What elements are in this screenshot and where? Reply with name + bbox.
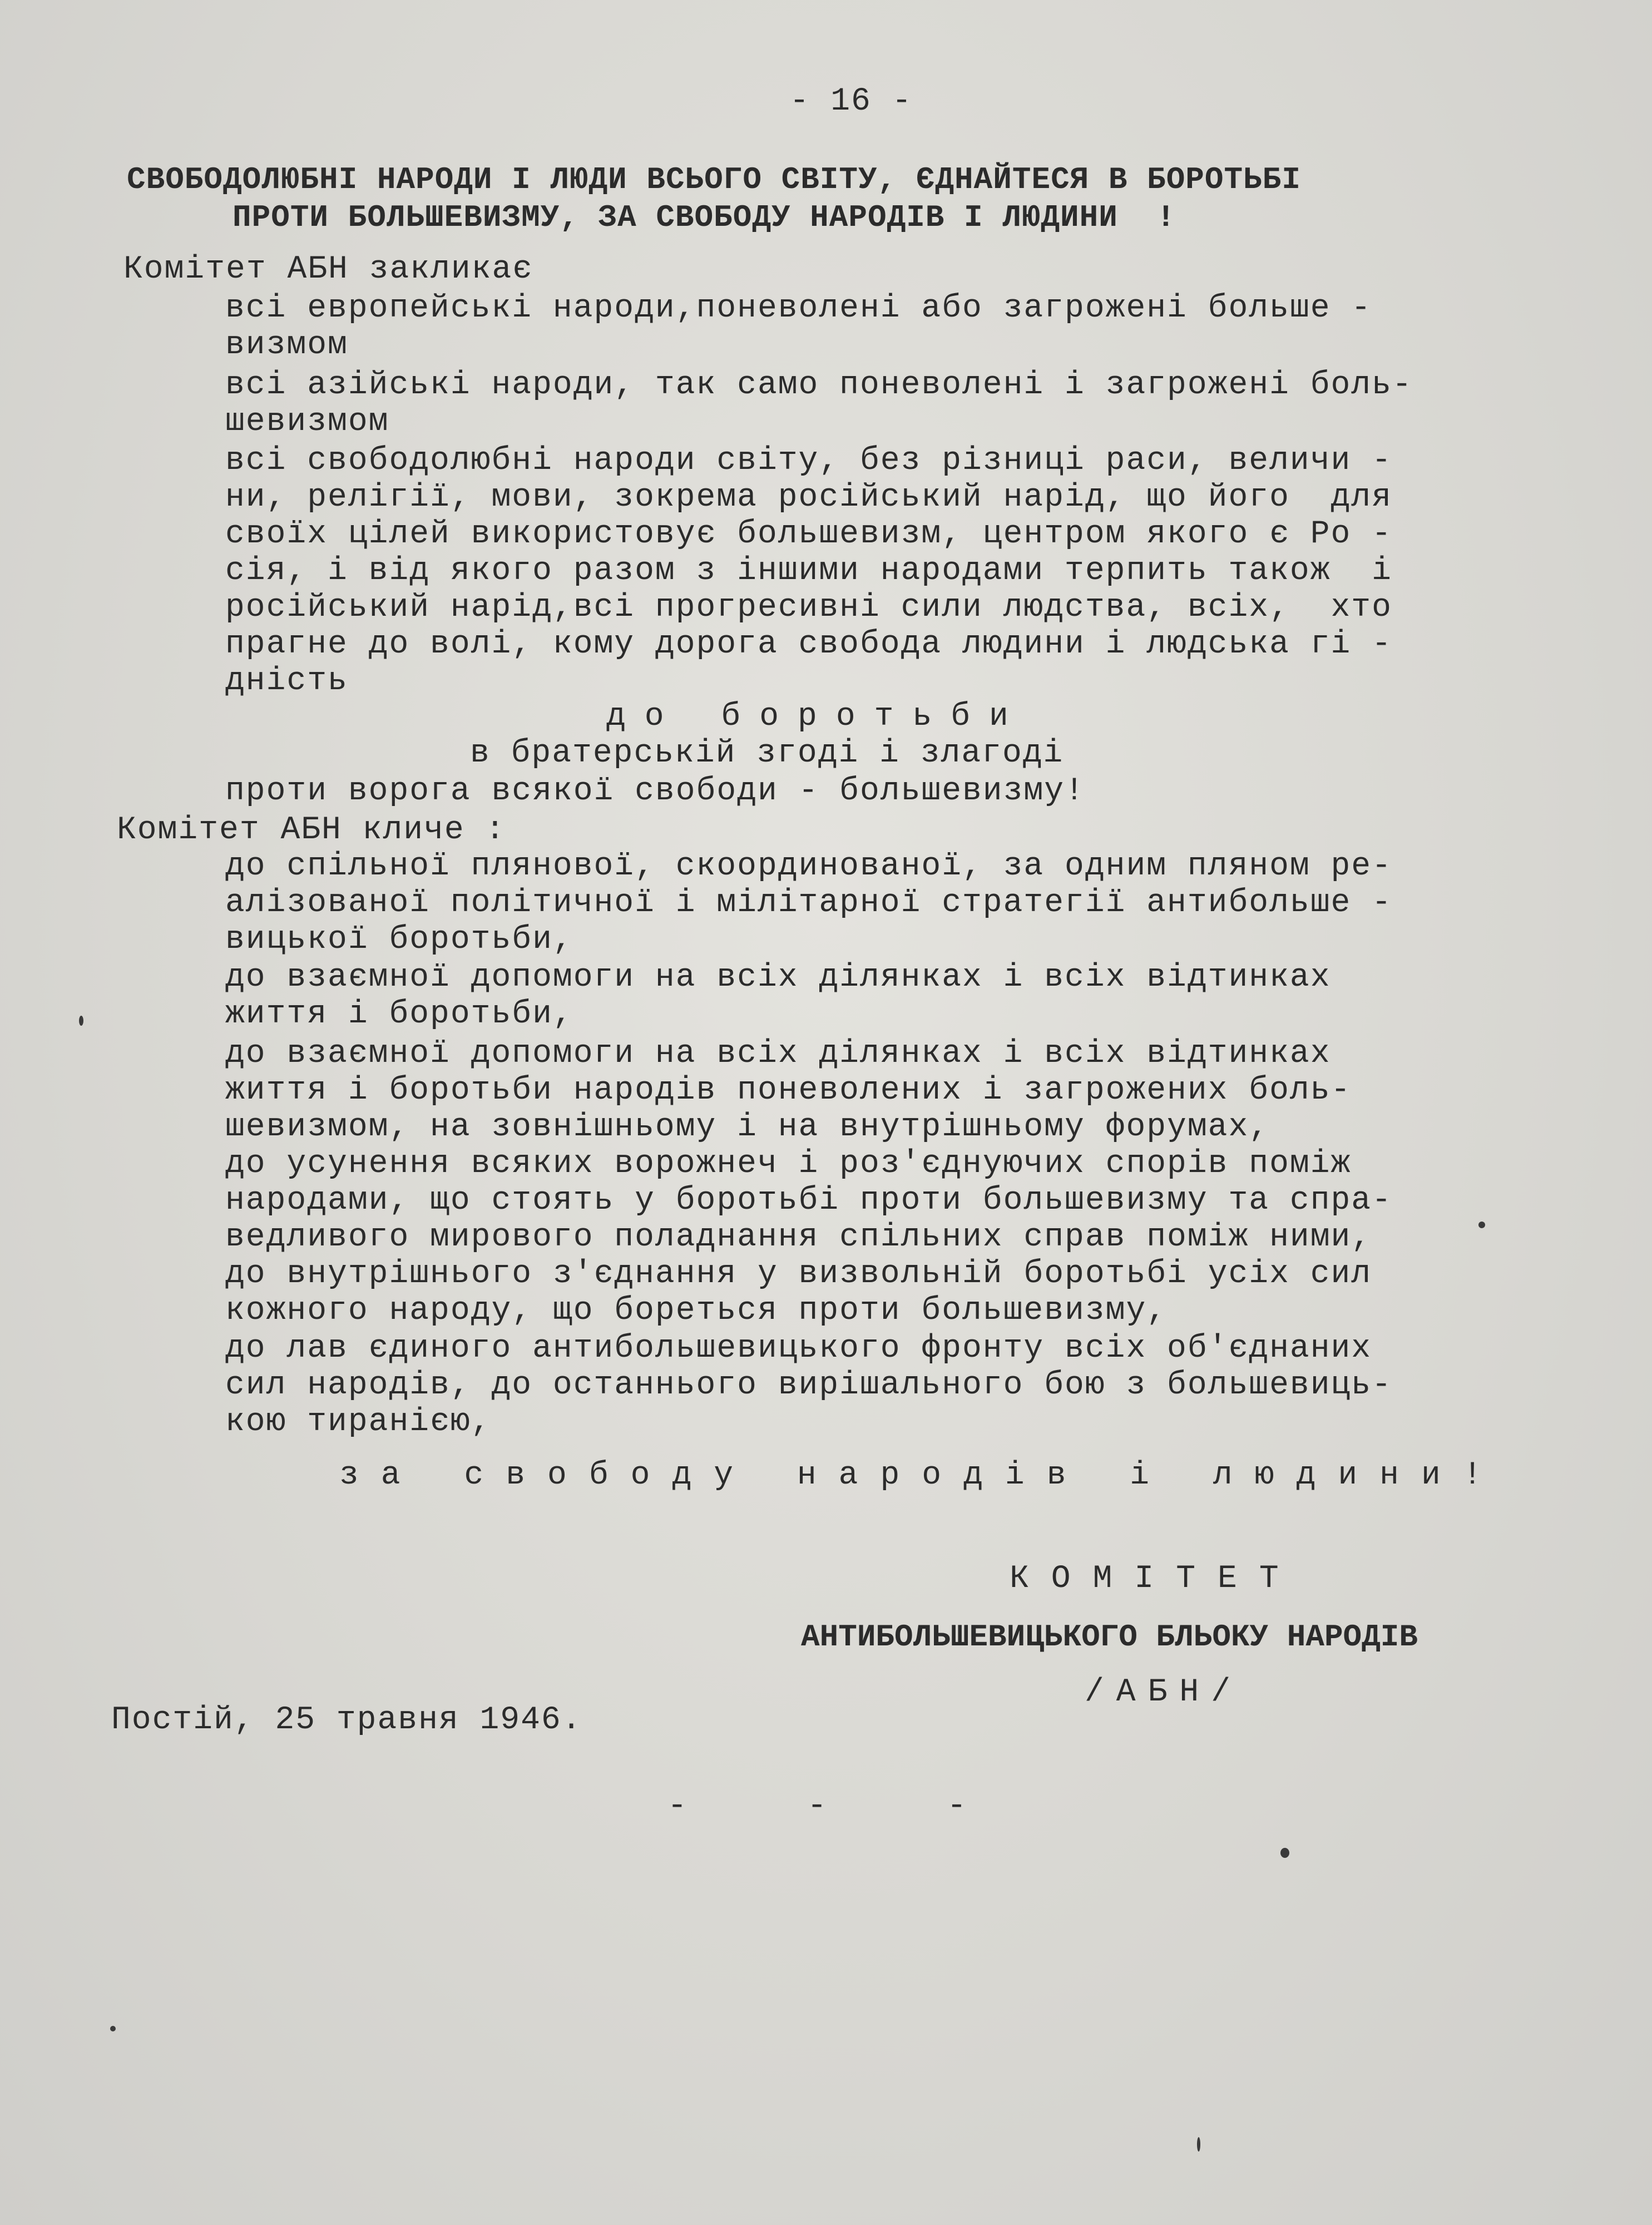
call-line: народами, що стоять у боротьбі проти большевизму та спра-	[225, 1183, 1392, 1219]
heading-line-1: СВОБОДОЛЮБНІ НАРОДИ І ЛЮДИ ВСЬОГО СВІТУ, ЄДНАЙТЕСЯ В БОРОТЬБІ	[127, 162, 1301, 197]
appeal-intro: Комітет АБН закликає	[123, 251, 533, 288]
call-line: ведливого мирового поладнання спільних справ поміж ними,	[225, 1219, 1372, 1255]
appeal-line: всі азійські народи, так само поневолені і загрожені боль-	[225, 367, 1413, 403]
appeal-line: російський нарід,всі прогресивні сили людства, всіх, хто	[225, 590, 1392, 626]
call-line: кою тиранією,	[225, 1404, 492, 1440]
call-line: кожного народу, що бореться проти большевизму,	[225, 1293, 1168, 1329]
harmony-line: в братерській згоді і злагоді	[470, 735, 1064, 772]
appeal-line: всі европейські народи,поневолені або загрожені больше -	[225, 290, 1372, 327]
appeal-line: прагне до волі, кому дорога свобода людини і людська гі -	[225, 626, 1392, 662]
scan-speck	[1280, 1848, 1289, 1858]
scan-speck	[1197, 2137, 1200, 2152]
appeal-line: своїх цілей використовує большевизм, центром якого є Ро -	[225, 516, 1392, 552]
page-number: - 16 -	[789, 83, 913, 120]
call-line: до внутрішнього з'єднання у визвольній боротьбі усіх сил	[225, 1256, 1372, 1292]
call-line: до взаємної допомоги на всіх ділянках і всіх відтинках	[225, 960, 1331, 996]
end-mark: - - -	[667, 1788, 982, 1824]
call-line: життя і боротьби народів поневолених і загрожених боль-	[225, 1072, 1352, 1109]
scan-speck	[1478, 1222, 1485, 1228]
call-line: до взаємної допомоги на всіх ділянках і всіх відтинках	[225, 1036, 1331, 1072]
signature-organization: АНТИБОЛЬШЕВИЦЬКОГО БЛЬОКУ НАРОДІВ	[801, 1619, 1418, 1655]
scan-speck	[110, 2026, 116, 2031]
call-line: шевизмом, на зовнішньому і на внутрішньому форумах,	[225, 1109, 1270, 1145]
scan-speck	[79, 1016, 83, 1026]
heading-line-2: ПРОТИ БОЛЬШЕВИЗМУ, ЗА СВОБОДУ НАРОДІВ І ЛЮДИНИ !	[233, 200, 1176, 235]
closing-slogan: за свободу народів і людини!	[339, 1457, 1505, 1494]
place-date: Постій, 25 травня 1946.	[111, 1702, 582, 1738]
signature-committee: КОМІТЕТ	[1010, 1561, 1301, 1597]
against-line: проти ворога всякої свободи - большевизму!	[225, 773, 1085, 809]
appeal-line: шевизмом	[225, 404, 389, 440]
appeal-line: всі свободолюбні народи світу, без різниці раси, величи -	[225, 443, 1392, 479]
call-line: вицької боротьби,	[225, 922, 573, 958]
call-line: до усунення всяких ворожнеч і роз'єднуючих спорів поміж	[225, 1146, 1352, 1182]
signature-abbreviation: /АБН/	[1085, 1674, 1243, 1710]
call-intro: Комітет АБН кличе :	[117, 812, 506, 848]
call-line: до спільної плянової, скоординованої, за одним пляном ре-	[225, 848, 1392, 884]
appeal-line: сія, і від якого разом з іншими народами терпить також і	[225, 553, 1392, 589]
appeal-line: визмом	[225, 327, 348, 363]
appeal-line: ни, релігії, мови, зокрема російський нарід, що його для	[225, 479, 1392, 516]
call-line: життя і боротьби,	[225, 996, 573, 1032]
to-struggle: до боротьби	[606, 699, 1027, 735]
call-line: сил народів, до останнього вирішального бою з большевиць-	[225, 1367, 1392, 1403]
appeal-line: дність	[225, 663, 348, 699]
call-line: алізованої політичної і мілітарної стратегії антибольше -	[225, 885, 1392, 921]
call-line: до лав єдиного антибольшевицького фронту всіх об'єднаних	[225, 1331, 1372, 1367]
